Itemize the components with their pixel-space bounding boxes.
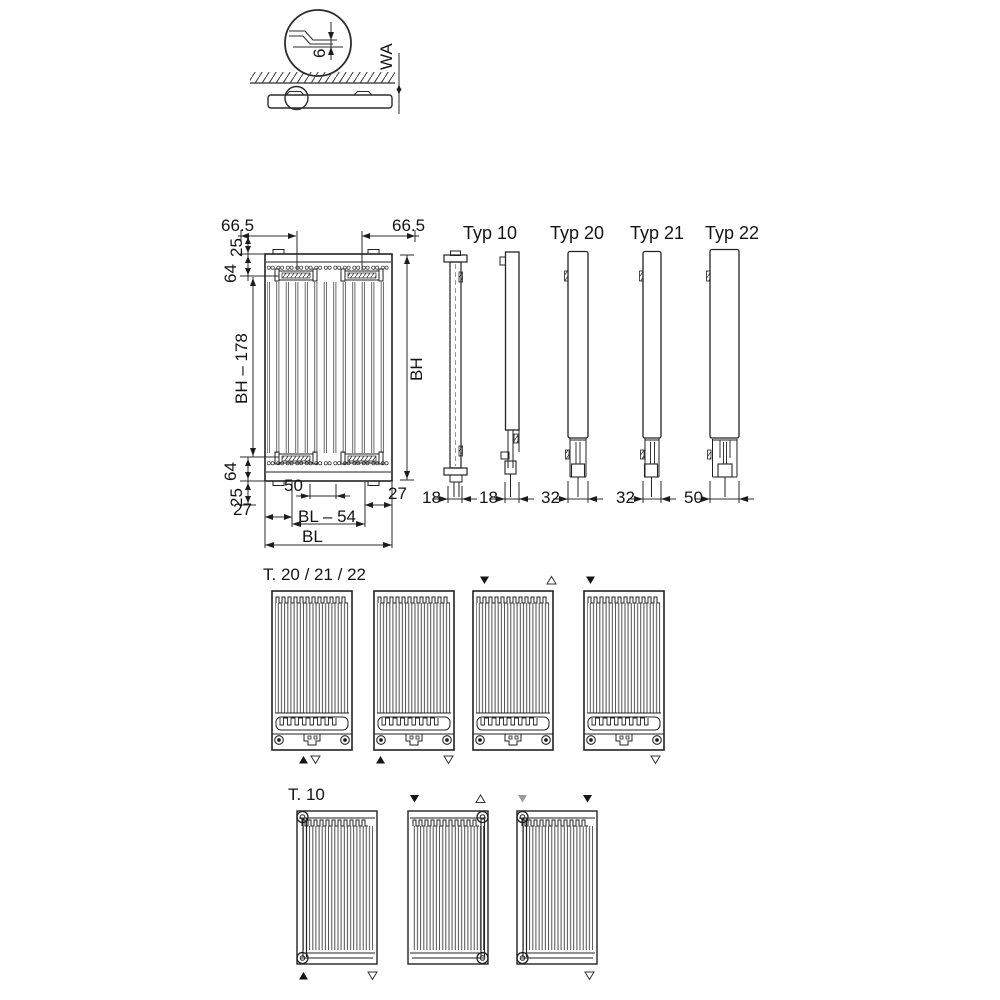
flow-marker-filled-up: [376, 756, 385, 764]
dim-depth-typ10: 18: [479, 488, 498, 507]
bracket-bump-right: [354, 92, 372, 96]
side-profile-typ22: [707, 250, 740, 498]
connection-row-t20-21-22: [272, 577, 664, 764]
flow-marker-gray-down: [518, 795, 527, 803]
radiator-front-view: [265, 250, 392, 486]
dim-overall-length: BL: [302, 527, 323, 546]
dim-margin-top: 25: [227, 238, 246, 257]
bracket-bump-left: [286, 92, 304, 96]
mounting-rail-top-left: [275, 269, 317, 281]
dim-depth-typ20: 32: [541, 488, 560, 507]
dim-bracket-top: 64: [221, 264, 240, 283]
dim-margin-bottom: 25: [227, 488, 246, 507]
dim-depth-typ21: 32: [616, 488, 635, 507]
flow-marker-open-down: [368, 972, 377, 980]
dim-depth-main: 18: [422, 488, 441, 507]
connection-row-t10: [297, 795, 597, 980]
dim-offset-top-left: 66.5: [221, 216, 255, 235]
dim-length-inner: BL – 54: [298, 507, 356, 526]
row-label-t10: T. 10: [288, 785, 325, 804]
dim-wall-distance: WA: [377, 43, 396, 70]
side-profile-typ10: [500, 252, 519, 497]
flow-marker-open-up: [476, 795, 485, 803]
flow-marker-filled-down: [586, 577, 595, 585]
flow-marker-open-down: [585, 972, 594, 980]
type-label-typ21: Typ 21: [630, 223, 685, 243]
type-label-typ22: Typ 22: [705, 223, 760, 243]
flow-marker-filled-down: [583, 795, 592, 803]
side-profile-typ20: [565, 252, 589, 498]
dim-bracket-gap: 6: [310, 48, 329, 58]
panel-t10-2: [408, 811, 488, 964]
detail-circle: [285, 10, 351, 76]
dim-bracket-bottom: 64: [221, 462, 240, 481]
flow-marker-filled-up: [299, 756, 308, 764]
dim-overall-height: BH: [407, 357, 426, 381]
panel-variant-4: [584, 591, 664, 750]
radiator-top-view: [268, 95, 392, 108]
panel-t10-3: [517, 811, 597, 964]
flow-marker-open-down: [444, 756, 453, 764]
type-label-typ10: Typ 10: [463, 223, 518, 243]
panel-t10-1: [297, 811, 377, 964]
wall-hatching: [250, 72, 395, 83]
flow-marker-open-up: [547, 577, 556, 585]
flow-marker-open-down: [651, 756, 660, 764]
flow-marker-filled-down: [480, 577, 489, 585]
dim-offset-top-right: 66.5: [392, 216, 426, 235]
front-fins: [267, 282, 390, 453]
side-profile-typ21: [640, 252, 662, 498]
mounting-rail-top-right: [341, 269, 383, 281]
panel-variant-3: [473, 591, 553, 750]
flow-marker-filled-up: [299, 972, 308, 980]
row-label-t20-21-22: T. 20 / 21 / 22: [263, 565, 367, 584]
type-label-typ20: Typ 20: [550, 223, 605, 243]
flow-marker-open-down: [311, 756, 320, 764]
dim-inset-right: 27: [388, 484, 407, 503]
panel-variant-1: [272, 591, 352, 750]
panel-variant-2: [374, 591, 454, 750]
side-profile-main: [444, 251, 467, 497]
dim-depth-typ22: 50: [684, 488, 703, 507]
dim-inset-left: 27: [233, 500, 252, 519]
flow-marker-filled-down: [410, 795, 419, 803]
detail-locator-circle: [285, 87, 308, 110]
dim-connection-spacing: 50: [284, 476, 303, 495]
dim-bracket-span: BH – 178: [232, 333, 251, 404]
